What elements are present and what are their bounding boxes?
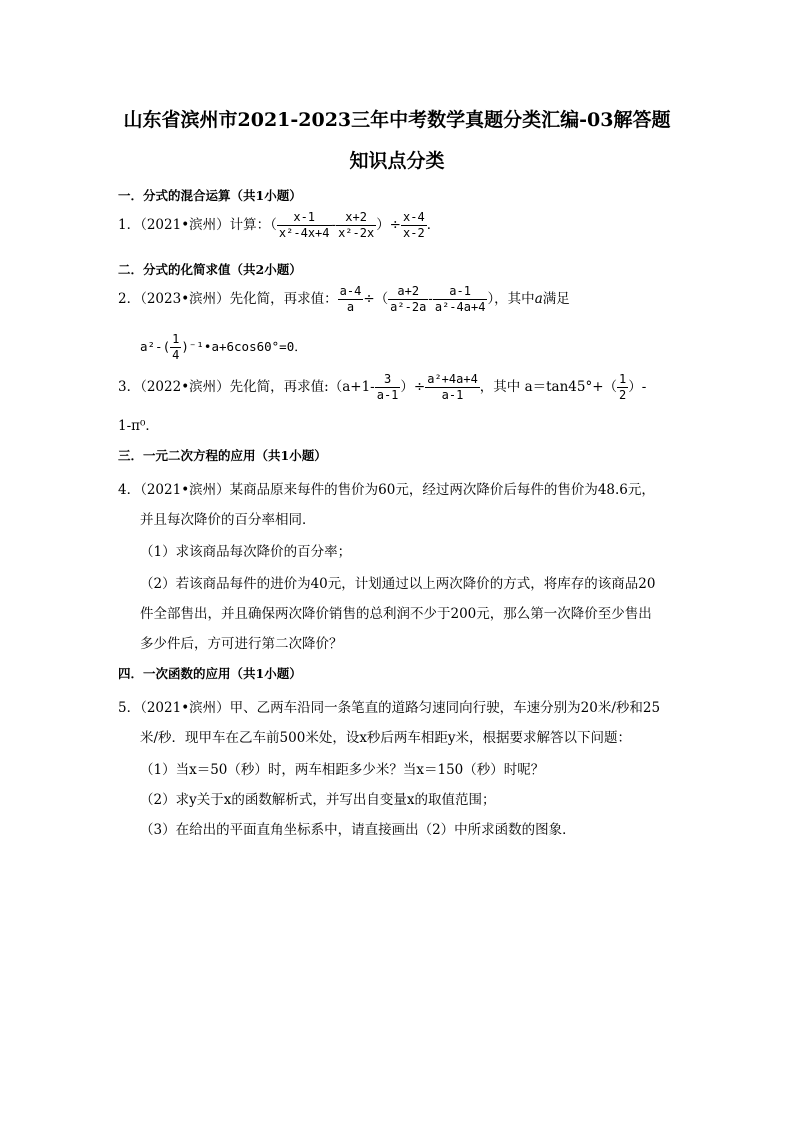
q1-fraction-1 (277, 210, 332, 241)
q3-fraction-1 (375, 372, 401, 403)
section-heading-4: 四．一次函数的应用（共1小题） (118, 666, 302, 681)
q2-f2-numerator: a+2 (388, 284, 428, 300)
question-5-line1: 5．（2021•滨州）甲、乙两车沿同一条笔直的道路匀速同向行驶，车速分别为20米/秒和25 (118, 700, 661, 716)
q3-tail: - (641, 379, 647, 395)
q2-f4-denominator: 4 (172, 348, 180, 362)
q2-fraction-2 (388, 284, 428, 315)
q2-f3-denominator: a²-4a+4 (434, 300, 486, 314)
question-3 (118, 372, 646, 403)
q2-f4-numerator: 1 (172, 332, 180, 346)
q2-div: ÷（ (363, 291, 389, 307)
question-4-part2-line2: 件全部售出，并且确保两次降价销售的总利润不少于200元，那么第一次降价至少售出 (140, 606, 652, 622)
q2-f1-numerator: a-4 (339, 284, 362, 298)
q1-minus: - (331, 217, 337, 233)
q2-suffix: ），其中 (487, 291, 535, 307)
q2-prefix: 2．（2023•滨州）先化简，再求值： (118, 291, 338, 307)
q3-f3-numerator: 1 (619, 372, 627, 386)
section-heading-1: 一．分式的混合运算（共1小题） (118, 188, 302, 203)
q3-prefix: 3．（2022•滨州）先化简，再求值:（a+1- (118, 379, 375, 395)
q2-fraction-4 (170, 332, 181, 363)
q2-f1-denominator: a (346, 300, 355, 314)
q2-fraction-1 (338, 284, 364, 315)
q1-fraction-3 (401, 210, 427, 241)
q3-f2-denominator: a-1 (441, 388, 464, 402)
q2-f3-numerator: a-1 (433, 284, 488, 300)
question-3-line2: 1-π⁰． (118, 418, 159, 434)
q3-fraction-2 (425, 372, 480, 403)
q1-fraction-2 (336, 210, 376, 241)
question-5-part2: （2）求y关于x的函数解析式，并写出自变量x的取值范围； (140, 792, 496, 808)
question-2-condition (140, 332, 307, 363)
q3-mid: ）÷ (400, 379, 426, 395)
q3-f1-denominator: a-1 (376, 388, 399, 402)
q3-fraction-3 (617, 372, 628, 403)
q1-f3-numerator: x-4 (403, 210, 425, 224)
q3-f3-denominator: 2 (619, 388, 627, 402)
q1-f1-numerator: x-1 (277, 210, 332, 226)
q3-suffix2: ） (628, 379, 642, 395)
q2-line2-b: )⁻¹•a+6cos60°=0． (181, 339, 307, 354)
q2-f2-denominator: a²-2a (390, 300, 427, 314)
page-subtitle: 知识点分类 (349, 150, 445, 172)
section-heading-2: 二．分式的化简求值（共2小题） (118, 262, 302, 277)
q2-fraction-3 (433, 284, 488, 315)
q2-minus: - (428, 291, 433, 307)
q1-mid: ）÷ (376, 217, 401, 233)
question-5-part1: （1）当x＝50（秒）时，两车相距多少米？当x＝150（秒）时呢？ (140, 762, 545, 778)
q2-line2-a: a²-( (140, 339, 171, 354)
q1-end: ． (426, 217, 441, 233)
q3-f1-numerator: 3 (375, 372, 401, 388)
q1-f2-denominator: x²-2x (338, 226, 375, 240)
q1-f3-denominator: x-2 (403, 226, 425, 240)
section-heading-3: 三．一元二次方程的应用（共1小题） (118, 448, 327, 463)
q3-f2-numerator: a²+4a+4 (427, 372, 478, 386)
question-4-line1: 4．（2021•滨州）某商品原来每件的售价为60元，经过两次降价后每件的售价为48.6元， (118, 482, 655, 498)
q1-prefix: 1．（2021•滨州）计算：（ (118, 217, 277, 233)
question-4-part1: （1）求该商品每次降价的百分率； (140, 544, 352, 560)
page-title: 山东省滨州市2021-2023三年中考数学真题分类汇编-03解答题 (123, 109, 671, 131)
question-4-part2-line1: （2）若该商品每件的进价为40元，计划通过以上两次降价的方式，将库存的该商品20 (140, 576, 656, 592)
question-5-line2: 米/秒．现甲车在乙车前500米处，设x秒后两车相距y米，根据要求解答以下问题： (140, 730, 632, 746)
question-4-part2-line3: 多少件后，方可进行第二次降价？ (140, 636, 343, 652)
q1-f2-numerator: x+2 (336, 210, 376, 226)
q2-variable: a (534, 291, 543, 307)
question-2 (118, 284, 570, 315)
question-4-line2: 并且每次降价的百分率相同． (140, 512, 316, 528)
question-5-part3: （3）在给出的平面直角坐标系中，请直接画出（2）中所求函数的图象． (140, 822, 576, 838)
q1-f1-denominator: x²-4x+4 (278, 226, 330, 240)
q2-suffix2: 满足 (542, 291, 570, 307)
q3-suffix: ，其中 a＝tan45°+（ (479, 379, 618, 395)
question-1 (118, 210, 440, 241)
